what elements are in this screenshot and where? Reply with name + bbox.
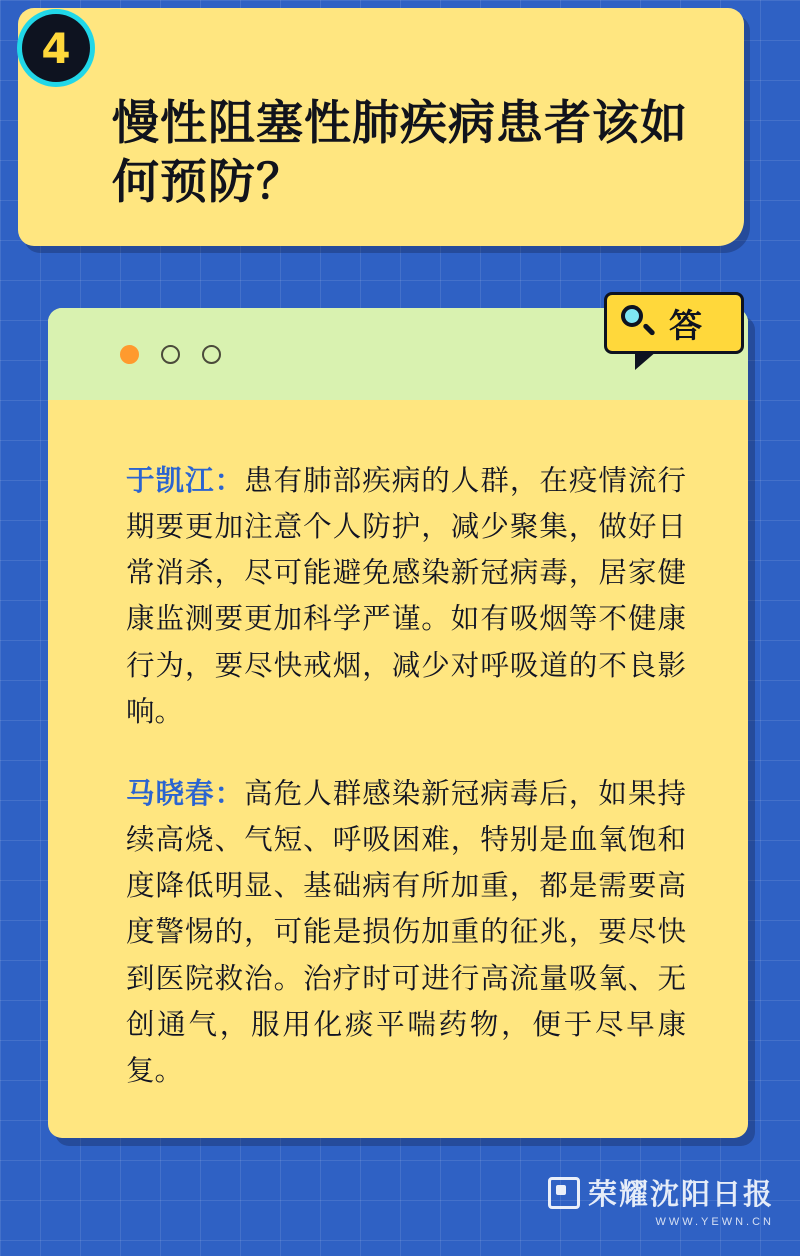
window-dot-2 (161, 345, 180, 364)
watermark (548, 1172, 774, 1228)
answer-paragraph-1 (126, 458, 686, 735)
logo-box-icon (548, 1177, 580, 1209)
answer-paragraph-2 (126, 771, 686, 1094)
question-number-badge: 4 (22, 14, 90, 82)
magnifier-icon (619, 303, 659, 343)
answer-tag (604, 292, 744, 354)
window-dot-3 (202, 345, 221, 364)
speaker-name-2: 马晓春： (126, 776, 245, 810)
page-title: 慢性阻塞性肺疾病患者该如何预防？ (112, 96, 688, 211)
answer-card (48, 308, 748, 1138)
window-dot-1 (120, 345, 139, 364)
answer-text-2: 高危人群感染新冠病毒后，如果持续高烧、气短、呼吸困难，特别是血氧饱和度降低明显、基础病有所加重，都是需要高度警惕的，可能是损伤加重的征兆，要尽快到医院救治。治疗时可进行高流量吸氧、无创通气，服用化痰平喘药物，便于尽早康复。 (126, 776, 686, 1087)
watermark-main (548, 1172, 774, 1213)
answer-tag-label: 答 (669, 305, 702, 345)
answer-content (126, 458, 686, 1130)
watermark-main-text: 荣耀沈阳日报 (587, 1177, 774, 1211)
answer-text-1: 患有肺部疾病的人群，在疫情流行期要更加注意个人防护，减少聚集，做好日常消杀，尽可能避免感染新冠病毒，居家健康监测要更加科学严谨。如有吸烟等不健康行为，要尽快戒烟，减少对呼吸道的不良影响。 (126, 464, 686, 728)
header-card (18, 8, 744, 246)
watermark-sub: WWW.YEWN.CN (655, 1216, 774, 1228)
speaker-name-1: 于凯江： (126, 464, 245, 497)
